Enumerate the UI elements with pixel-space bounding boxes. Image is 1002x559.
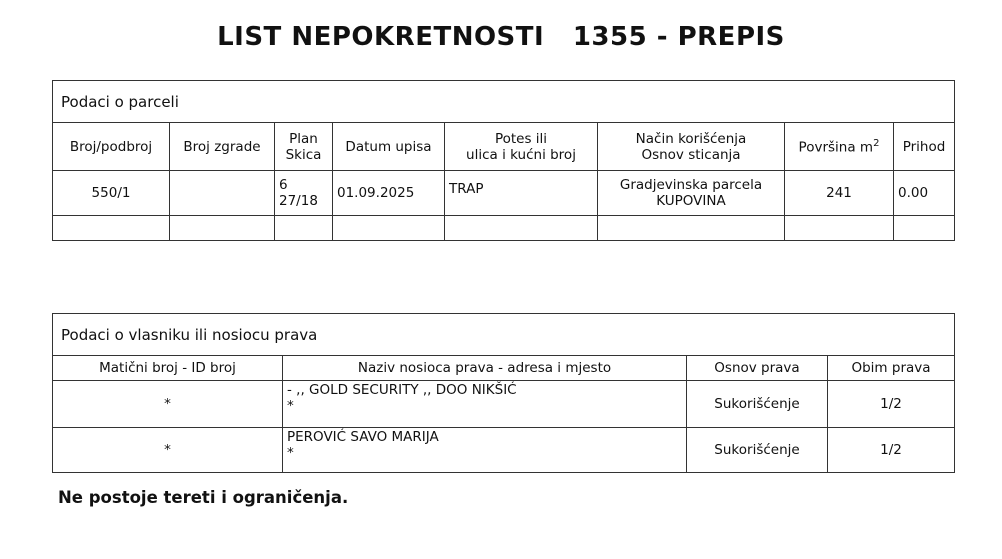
cell-obim: 1/2 bbox=[828, 381, 955, 428]
header-id: Matični broj - ID broj bbox=[53, 356, 283, 381]
cell-id: * bbox=[53, 428, 283, 473]
table-row bbox=[53, 428, 955, 473]
cell-prihod: 0.00 bbox=[894, 171, 955, 216]
parcel-section-title: Podaci o parceli bbox=[53, 81, 955, 123]
header-datum: Datum upisa bbox=[333, 123, 445, 171]
empty-row bbox=[53, 216, 955, 241]
cell-povrsina: 241 bbox=[785, 171, 894, 216]
header-naziv: Naziv nosioca prava - adresa i mjesto bbox=[283, 356, 687, 381]
header-plan: Plan Skica bbox=[275, 123, 333, 171]
table-row bbox=[53, 171, 955, 216]
header-broj: Broj/podbroj bbox=[53, 123, 170, 171]
header-povrsina bbox=[785, 123, 894, 171]
cell-naziv: PEROVIĆ SAVO MARIJA * bbox=[283, 428, 687, 473]
cell-obim: 1/2 bbox=[828, 428, 955, 473]
parcel-table bbox=[52, 80, 955, 241]
header-prihod: Prihod bbox=[894, 123, 955, 171]
header-zgrada: Broj zgrade bbox=[170, 123, 275, 171]
cell-zgrada bbox=[170, 171, 275, 216]
encumbrances-note: Ne postoje tereti i ograničenja. bbox=[58, 488, 349, 507]
header-osnov: Osnov prava bbox=[687, 356, 828, 381]
header-nacin: Način korišćenja Osnov sticanja bbox=[598, 123, 785, 171]
header-obim: Obim prava bbox=[828, 356, 955, 381]
owners-table bbox=[52, 313, 955, 473]
cell-datum: 01.09.2025 bbox=[333, 171, 445, 216]
document-title: LIST NEPOKRETNOSTI 1355 - PREPIS bbox=[217, 22, 785, 52]
cell-potes: TRAP bbox=[445, 171, 598, 216]
cell-osnov: Sukorišćenje bbox=[687, 381, 828, 428]
owners-section-title: Podaci o vlasniku ili nosiocu prava bbox=[53, 314, 955, 356]
cell-nacin: Gradjevinska parcela KUPOVINA bbox=[598, 171, 785, 216]
cell-plan: 6 27/18 bbox=[275, 171, 333, 216]
cell-naziv: - ,, GOLD SECURITY ,, DOO NIKŠIĆ * bbox=[283, 381, 687, 428]
cell-osnov: Sukorišćenje bbox=[687, 428, 828, 473]
header-potes: Potes ili ulica i kućni broj bbox=[445, 123, 598, 171]
header-povrsina-label: Površina m bbox=[798, 139, 874, 156]
table-row bbox=[53, 381, 955, 428]
cell-id: * bbox=[53, 381, 283, 428]
area-unit-superscript: 2 bbox=[873, 137, 880, 149]
cell-broj: 550/1 bbox=[53, 171, 170, 216]
